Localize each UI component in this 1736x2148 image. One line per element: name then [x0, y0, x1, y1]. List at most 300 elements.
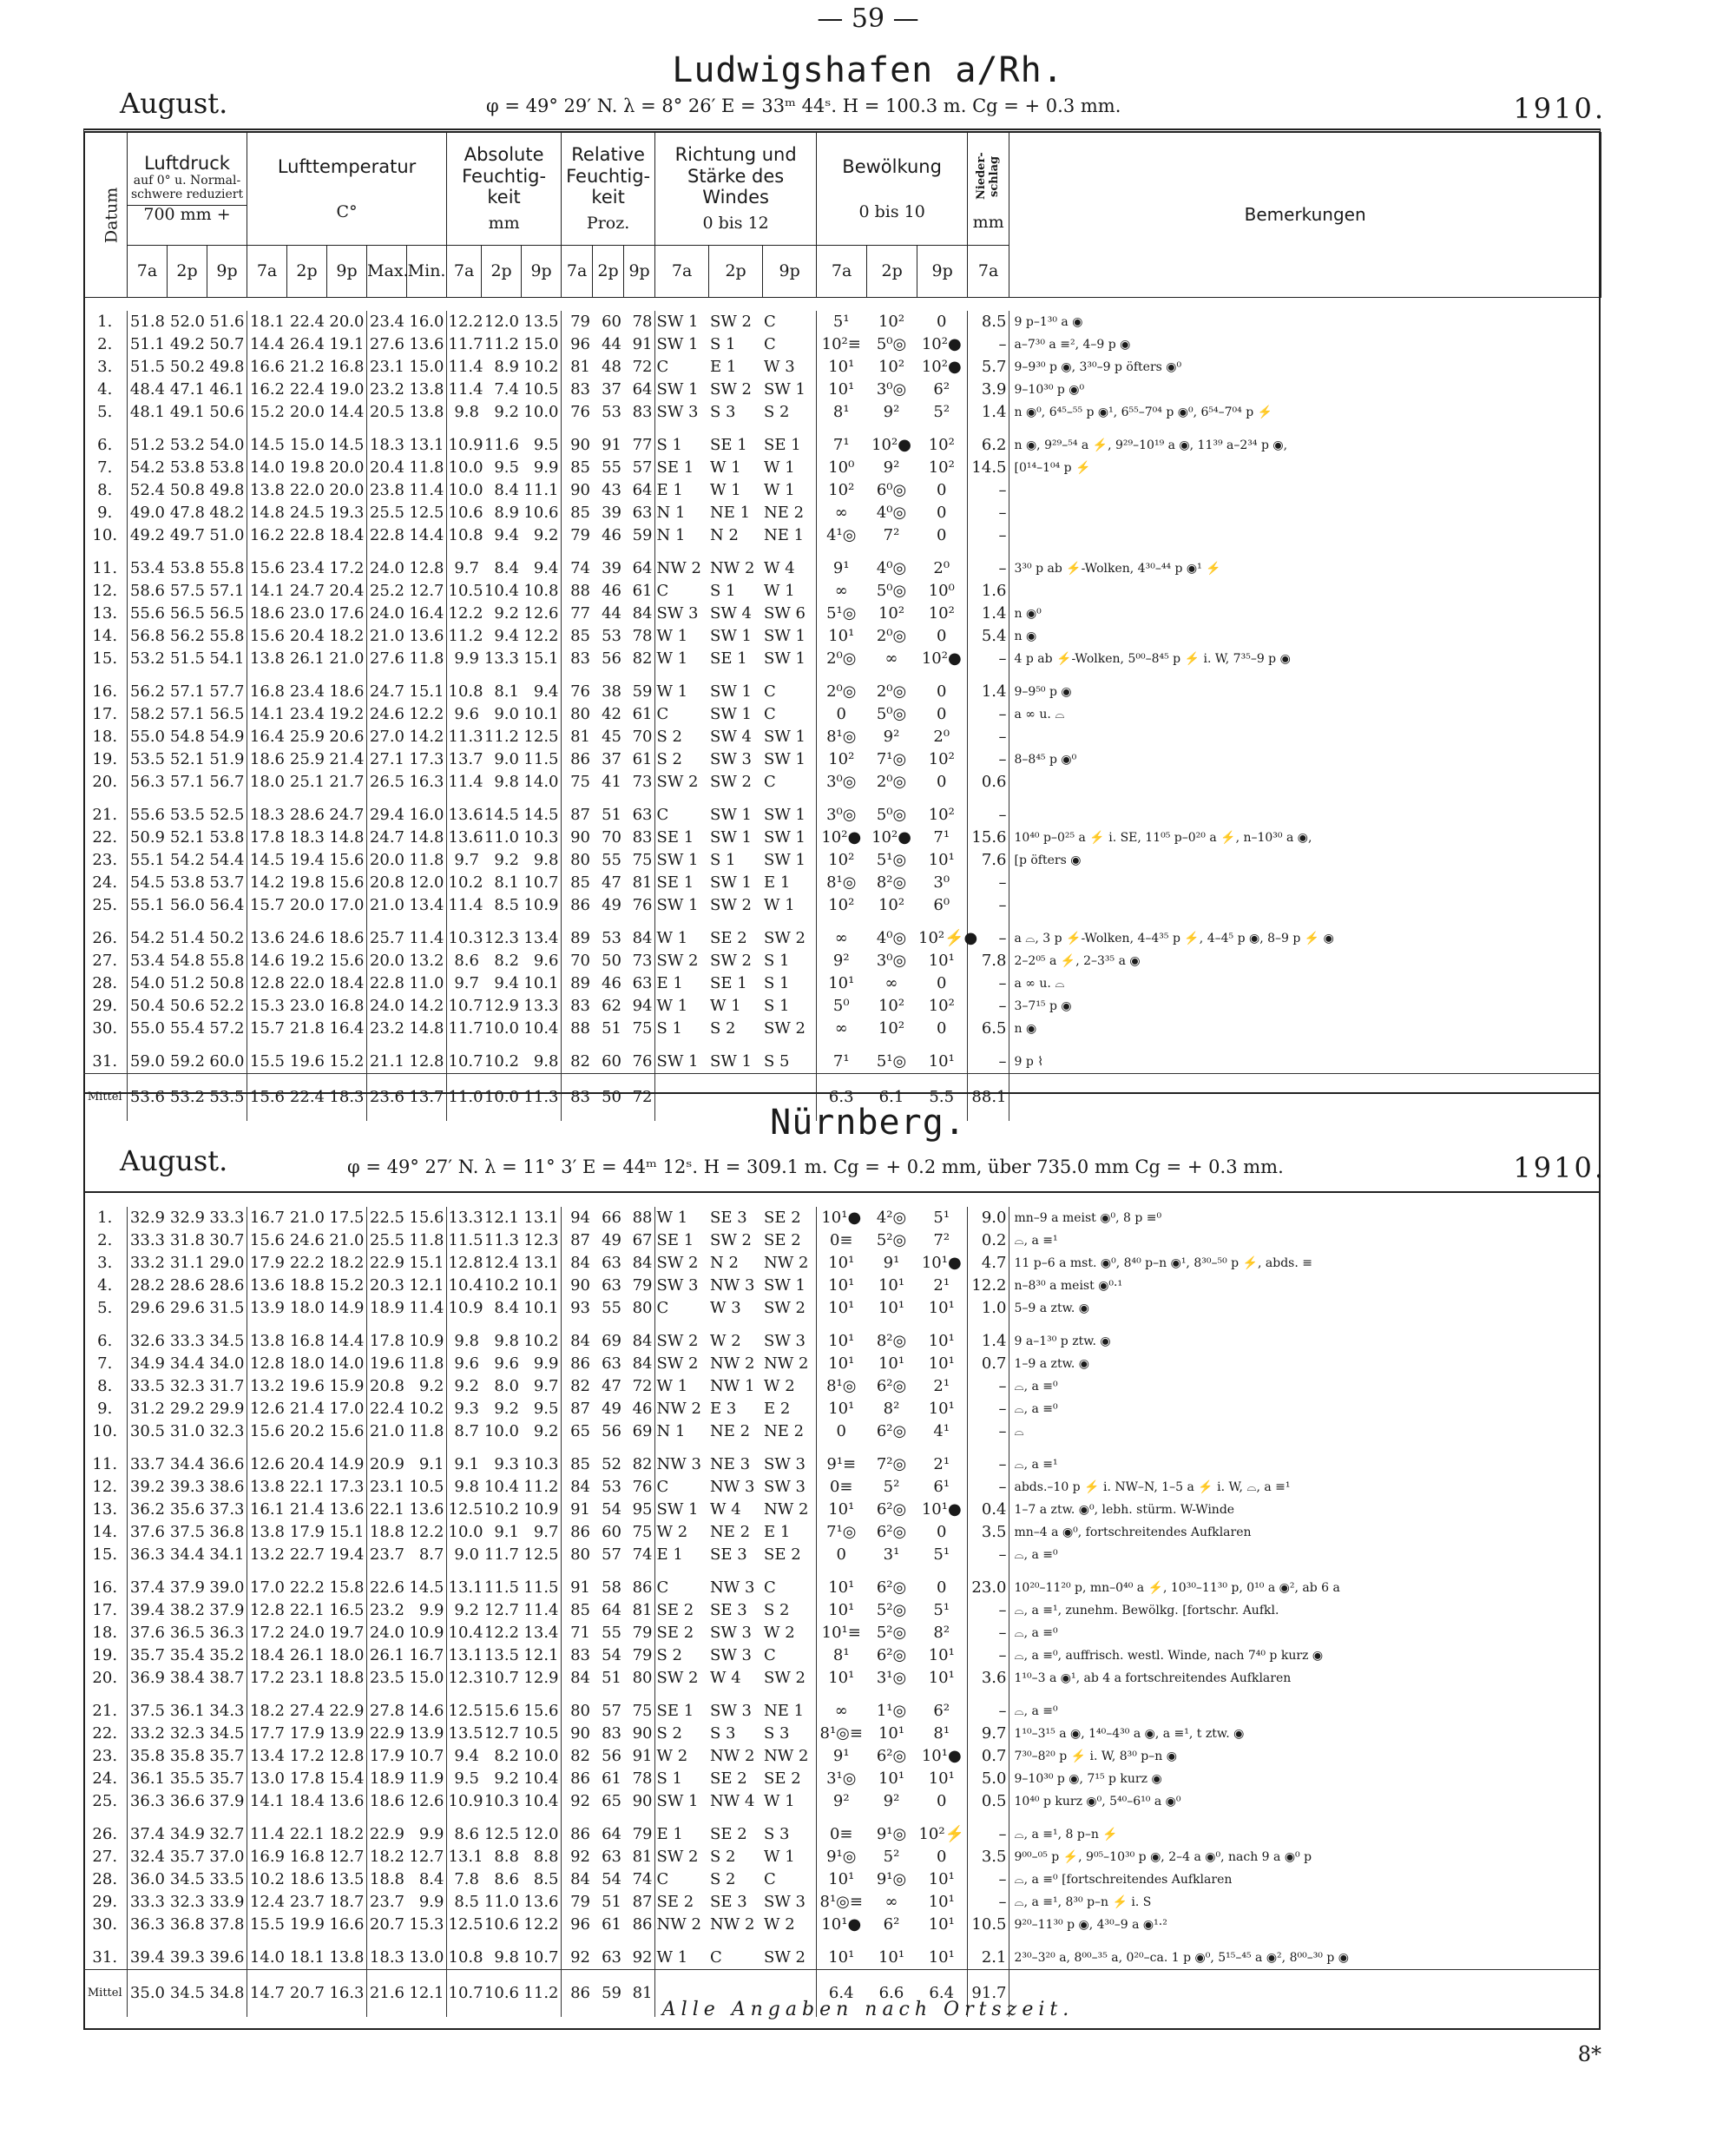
data-cell: SW 3 — [710, 750, 753, 768]
data-cell: 18.8 — [369, 1523, 404, 1541]
data-cell: 13.8 — [249, 649, 285, 668]
table-row — [83, 1353, 1601, 1375]
mean-cell: 11.0 — [446, 1074, 481, 1122]
data-cell: 29. — [83, 1891, 127, 1914]
data-cell: W 1 — [656, 1209, 688, 1227]
data-cell: – — [967, 1622, 1009, 1644]
data-cell: 11.0 — [406, 972, 446, 995]
data-cell: 21. — [83, 794, 127, 827]
mean-cell: 72 — [623, 1074, 654, 1122]
data-cell: C — [656, 705, 669, 723]
data-cell: E 1 — [710, 358, 737, 376]
data-cell: 17.0 — [326, 1398, 366, 1420]
data-cell: 14.5 — [249, 851, 285, 869]
data-cell: 3⁰◎ — [876, 380, 907, 399]
data-cell: 11.8 — [406, 648, 446, 670]
table-row — [83, 670, 1601, 703]
data-cell: 10²⚡● — [917, 917, 967, 950]
data-cell: 13.4 — [249, 1747, 285, 1765]
data-cell: 13.8 — [406, 379, 446, 401]
mean-cell: 12.1 — [406, 1970, 446, 2018]
data-cell: 38.2 — [169, 1601, 205, 1619]
data-cell: 74 — [623, 1868, 654, 1891]
data-cell: W 2 — [656, 1523, 688, 1541]
data-cell: ∞ — [834, 929, 848, 947]
data-cell: 21.4 — [289, 1400, 325, 1418]
data-cell: 11.4 — [249, 1825, 285, 1843]
data-cell: S 1 — [656, 436, 683, 454]
data-cell: 14.5 — [521, 794, 561, 827]
data-cell: 12.7 — [326, 1846, 366, 1868]
data-cell: 57 — [623, 457, 654, 479]
data-cell: 10.0 — [483, 1422, 519, 1440]
table-row — [83, 794, 1601, 827]
header-sub-t7-17: 7a — [817, 246, 867, 298]
data-cell: 15.2 — [249, 403, 285, 421]
data-cell: 75 — [623, 1521, 654, 1544]
data-cell: ∞ — [884, 974, 898, 992]
data-cell: 18.0 — [326, 1644, 366, 1667]
data-cell: 7² — [883, 526, 900, 544]
data-cell: 10²⚡ — [917, 1813, 967, 1846]
data-cell: – — [967, 1868, 1009, 1891]
data-cell: 11.4 — [448, 896, 483, 914]
data-cell: SW 1 — [762, 1275, 816, 1297]
data-cell: SW 2 — [762, 1936, 816, 1970]
data-cell: 57.1 — [207, 580, 247, 603]
data-cell: 9² — [832, 952, 850, 970]
data-cell: 22.0 — [289, 974, 325, 992]
data-cell: 10² — [878, 358, 905, 376]
data-cell: 22. — [83, 827, 127, 849]
data-cell: 27.6 — [369, 649, 404, 668]
data-cell: 10.1 — [521, 1297, 561, 1320]
data-cell: 23.1 — [369, 358, 404, 376]
data-cell: 92 — [570, 1792, 590, 1810]
data-cell: 21.2 — [289, 358, 325, 376]
remark-cell: 9 p–1³⁰ a ◉ — [1014, 315, 1083, 329]
data-cell: 12.5 — [521, 1544, 561, 1566]
data-cell: 10.7 — [483, 1669, 519, 1687]
remark-cell: ⌓, a ≡¹ — [1014, 1458, 1058, 1472]
data-cell: 8.4 — [494, 481, 519, 499]
data-cell: – — [967, 894, 1009, 917]
data-cell: 31. — [83, 1936, 127, 1970]
data-cell: 17.3 — [406, 748, 446, 771]
data-cell: 52.5 — [207, 794, 247, 827]
year-label-2: 1910. — [1513, 1151, 1606, 1184]
data-cell: 20.0 — [289, 403, 325, 421]
data-cell: 34.3 — [207, 1690, 247, 1723]
data-cell: 0.2 — [967, 1229, 1009, 1252]
data-cell: 65 — [602, 1792, 621, 1810]
data-cell: 24.7 — [369, 828, 404, 847]
data-cell: SW 3 — [656, 1276, 699, 1295]
data-cell: 9.1 — [494, 1523, 519, 1541]
data-cell: S 3 — [710, 1724, 736, 1743]
header-sub-t9-13: 9p — [624, 246, 655, 298]
mean-cell: 5.5 — [917, 1074, 967, 1122]
data-cell: 56.3 — [129, 773, 165, 791]
data-cell: 10.2 — [483, 1276, 519, 1295]
data-cell: 12.5 — [448, 1915, 483, 1934]
data-cell: 13.8 — [249, 1332, 285, 1350]
data-cell: 9² — [883, 728, 900, 746]
data-cell: 10²● — [917, 648, 967, 670]
data-cell: 10¹ — [878, 1724, 905, 1743]
remark-cell: a–7³⁰ a ≡², 4–9 p ◉ — [1014, 338, 1131, 352]
data-cell: 4. — [83, 1275, 127, 1297]
data-cell: 23.4 — [289, 559, 325, 577]
data-cell: 10¹● — [917, 1745, 967, 1768]
data-cell: 67 — [623, 1229, 654, 1252]
data-cell: W 4 — [762, 547, 816, 580]
data-cell: 75 — [623, 1690, 654, 1723]
data-cell: 91 — [623, 1745, 654, 1768]
data-cell: 9.8 — [454, 403, 479, 421]
table-row — [83, 1667, 1601, 1690]
data-cell: SW 1 — [710, 1052, 753, 1071]
data-cell: 60 — [602, 1523, 621, 1541]
header-abs-feuchtigkeit: Absolute Feuchtig-keit mm — [447, 133, 562, 246]
data-cell: 9.2 — [494, 604, 519, 623]
data-cell: 59 — [623, 670, 654, 703]
data-cell: 1. — [83, 311, 127, 333]
remark-cell: 3³⁰ p ab ⚡-Wolken, 4³⁰–⁴⁴ p ◉¹ ⚡ — [1014, 562, 1221, 576]
data-cell: 16.0 — [406, 794, 446, 827]
data-cell: 30.5 — [129, 1422, 165, 1440]
data-cell: N 1 — [656, 526, 686, 544]
data-cell: SW 1 — [710, 705, 753, 723]
data-cell: 10.8 — [448, 682, 483, 701]
data-cell: 10.4 — [521, 1018, 561, 1040]
data-cell: W 2 — [762, 1375, 816, 1398]
data-cell: 8.5 — [454, 1893, 479, 1911]
data-cell: 34.9 — [129, 1354, 165, 1373]
data-cell: 81 — [570, 358, 590, 376]
data-cell: 37.4 — [129, 1578, 165, 1597]
remark-cell — [1009, 872, 1601, 894]
data-cell: 22.2 — [289, 1578, 325, 1597]
data-cell: 35.7 — [129, 1646, 165, 1664]
data-cell: 10¹ — [917, 1320, 967, 1353]
data-cell: – — [967, 1544, 1009, 1566]
data-cell: 5²◎ — [876, 1601, 907, 1619]
remark-cell: a ⌓, 3 p ⚡-Wolken, 4–4³⁵ p ⚡, 4–4⁵ p ◉, 8–9 p ⚡ ◉ — [1014, 932, 1334, 946]
data-cell: 6² — [883, 1915, 900, 1934]
data-cell: – — [967, 479, 1009, 502]
data-cell: SW 1 — [656, 313, 699, 331]
data-cell: 39.2 — [129, 1478, 165, 1496]
mean-cell: 6.4 — [816, 1970, 866, 2018]
data-cell: 86 — [570, 896, 590, 914]
data-cell: NW 2 — [710, 559, 755, 577]
data-cell: 11.5 — [483, 1578, 519, 1597]
data-cell: 74 — [570, 559, 590, 577]
data-cell: 33.2 — [129, 1724, 165, 1743]
data-cell: 21.4 — [289, 1500, 325, 1519]
data-cell: 12.0 — [483, 313, 519, 331]
data-cell: 88 — [570, 582, 590, 600]
data-cell: 10.4 — [521, 1768, 561, 1790]
data-cell: 17. — [83, 703, 127, 726]
data-cell: 21.0 — [369, 627, 404, 645]
table-row — [83, 872, 1601, 894]
data-cell: 88 — [623, 1207, 654, 1229]
data-cell: S 1 — [656, 1769, 683, 1788]
data-cell: 29.6 — [169, 1299, 205, 1317]
mean-cell: 14.7 — [247, 1970, 286, 2018]
mean-cell: 16.3 — [326, 1970, 366, 2018]
data-cell: N 1 — [656, 504, 686, 522]
data-cell: 11.8 — [406, 1229, 446, 1252]
data-cell: 85 — [570, 627, 590, 645]
table-row — [83, 1476, 1601, 1499]
data-cell: 9.7 — [521, 1375, 561, 1398]
data-cell: 10.6 — [483, 1915, 519, 1934]
data-cell: 10.9 — [448, 1299, 483, 1317]
table-row — [83, 1644, 1601, 1667]
data-cell: 56 — [602, 1422, 621, 1440]
data-cell: 72 — [623, 1375, 654, 1398]
data-cell: 16.6 — [249, 358, 285, 376]
data-cell: 32.9 — [169, 1209, 205, 1227]
data-cell: 10¹● — [821, 1915, 862, 1934]
data-cell: 25.5 — [369, 1231, 404, 1249]
data-cell: 23.4 — [369, 313, 404, 331]
data-cell: 50.6 — [169, 997, 205, 1015]
data-cell: 86 — [570, 1769, 590, 1788]
data-cell: 14.8 — [406, 827, 446, 849]
data-cell: 13.6 — [406, 333, 446, 356]
data-cell: 36.2 — [129, 1500, 165, 1519]
table-row — [83, 1768, 1601, 1790]
data-cell: 7²◎ — [876, 1455, 907, 1473]
data-cell: 16.1 — [249, 1500, 285, 1519]
table-row — [83, 1375, 1601, 1398]
header-sub-t7-11: 7a — [562, 246, 593, 298]
data-cell: 70 — [570, 952, 590, 970]
data-cell: 0 — [917, 703, 967, 726]
data-cell: 10.1 — [521, 703, 561, 726]
data-cell: 2¹ — [917, 1375, 967, 1398]
data-cell: SE 2 — [656, 1601, 694, 1619]
data-cell: 8.1 — [494, 873, 519, 892]
data-cell: 10¹ — [917, 1644, 967, 1667]
data-cell: 55.1 — [129, 851, 165, 869]
data-cell: 90 — [570, 481, 590, 499]
data-cell: – — [967, 1040, 1009, 1074]
data-cell: 18.4 — [289, 1792, 325, 1810]
data-cell: 37.9 — [169, 1578, 205, 1597]
data-cell: 33.5 — [207, 1868, 247, 1891]
data-cell: 9.2 — [454, 1377, 479, 1395]
data-cell: SW 1 — [762, 625, 816, 648]
data-cell: 84 — [623, 1320, 654, 1353]
data-cell: 9.0 — [967, 1207, 1009, 1229]
data-cell: 14.9 — [326, 1443, 366, 1476]
data-cell: 80 — [570, 1702, 590, 1720]
header-wind: Richtung und Stärke des Windes 0 bis 12 — [655, 133, 817, 246]
data-cell: 18.6 — [289, 1870, 325, 1888]
data-cell: W 1 — [656, 997, 688, 1015]
data-cell: 55.0 — [129, 1019, 165, 1038]
data-cell: 13.8 — [249, 1478, 285, 1496]
header-sub-t2-15: 2p — [709, 246, 763, 298]
data-cell: 10² — [828, 750, 855, 768]
data-cell: 14.1 — [249, 1792, 285, 1810]
data-cell: 10² — [917, 995, 967, 1018]
data-cell: 12.8 — [406, 547, 446, 580]
table-row — [83, 524, 1601, 547]
data-cell: 9.1 — [454, 1455, 479, 1473]
data-cell: 49.8 — [207, 356, 247, 379]
data-cell: 0.7 — [967, 1353, 1009, 1375]
data-cell: 64 — [623, 547, 654, 580]
data-cell: 37 — [602, 750, 621, 768]
data-cell: 44 — [602, 335, 621, 353]
data-cell: S 1 — [710, 335, 736, 353]
header-bemerkungen: Bemerkungen — [1009, 133, 1601, 298]
remark-cell: abds.–10 p ⚡ i. NW–N, 1–5 a ⚡ i. W, ⌓, a ≡¹ — [1014, 1480, 1291, 1494]
data-cell: 48.2 — [207, 502, 247, 524]
data-cell: 57.1 — [169, 682, 205, 701]
data-cell: 18.2 — [326, 625, 366, 648]
data-cell: – — [967, 1476, 1009, 1499]
data-cell: 5¹ — [832, 313, 850, 331]
table-row — [83, 995, 1601, 1018]
data-cell: 18.7 — [326, 1891, 366, 1914]
data-cell: 9.2 — [494, 851, 519, 869]
data-cell: 16.8 — [326, 356, 366, 379]
table-row — [83, 479, 1601, 502]
data-cell: 10¹ — [828, 1500, 855, 1519]
data-cell: 10.0 — [448, 1523, 483, 1541]
data-cell: 0 — [917, 972, 967, 995]
data-cell: 11.3 — [483, 1231, 519, 1249]
data-cell: 8.6 — [454, 1825, 479, 1843]
data-cell: 11.7 — [483, 1545, 519, 1564]
data-cell: 10² — [917, 424, 967, 457]
data-cell: 57 — [602, 1702, 621, 1720]
data-cell: SW 3 — [762, 1443, 816, 1476]
data-cell: 5²◎ — [876, 1231, 907, 1249]
table-row — [83, 1207, 1601, 1229]
data-cell: 14.4 — [406, 524, 446, 547]
data-cell: 34.0 — [207, 1353, 247, 1375]
data-cell: 55.8 — [207, 547, 247, 580]
data-cell: W 1 — [762, 580, 816, 603]
remark-cell — [1009, 502, 1601, 524]
data-cell: 78 — [623, 1768, 654, 1790]
data-cell: 39 — [602, 504, 621, 522]
data-cell: 29.0 — [207, 1252, 247, 1275]
data-cell: 3.9 — [967, 379, 1009, 401]
table-row — [83, 1914, 1601, 1936]
data-cell: 90 — [570, 828, 590, 847]
data-cell: 0.4 — [967, 1499, 1009, 1521]
data-cell: 20.4 — [326, 580, 366, 603]
data-cell: 83 — [623, 827, 654, 849]
data-cell: 22.1 — [289, 1601, 325, 1619]
table-row — [83, 1252, 1601, 1275]
data-cell: 16. — [83, 670, 127, 703]
data-cell: 78 — [623, 311, 654, 333]
data-cell: 12.6 — [521, 603, 561, 625]
data-cell: 35.8 — [129, 1747, 165, 1765]
data-cell: SW 2 — [656, 773, 699, 791]
data-cell: 85 — [570, 458, 590, 477]
data-cell: 21.0 — [326, 1229, 366, 1252]
data-cell: 11.8 — [406, 457, 446, 479]
data-cell: 10.4 — [448, 1276, 483, 1295]
data-cell: 16.5 — [326, 1599, 366, 1622]
data-cell: 9¹ — [832, 559, 850, 577]
data-cell: 10¹ — [917, 849, 967, 872]
data-cell: 53.7 — [207, 872, 247, 894]
data-cell: 10¹ — [828, 1354, 855, 1373]
data-cell: 15.6 — [326, 950, 366, 972]
data-cell: 38 — [602, 682, 621, 701]
data-cell: 10²● — [917, 333, 967, 356]
data-cell: 54 — [602, 1870, 621, 1888]
data-cell: 5.4 — [967, 625, 1009, 648]
data-cell: 17.5 — [326, 1207, 366, 1229]
data-cell: 55 — [602, 458, 621, 477]
data-cell: SW 3 — [762, 1320, 816, 1353]
data-cell: 0 — [917, 311, 967, 333]
mean-cell: 22.4 — [286, 1074, 326, 1122]
table-row — [83, 1499, 1601, 1521]
data-cell: 10.2 — [448, 873, 483, 892]
data-cell: 49.8 — [207, 479, 247, 502]
data-cell: 23.4 — [289, 682, 325, 701]
data-cell: C — [656, 582, 669, 600]
data-cell: 10.4 — [483, 582, 519, 600]
data-cell: SE 3 — [710, 1209, 747, 1227]
remark-cell: ⌓, a ≡⁰ [fortschreitendes Aufklaren — [1014, 1873, 1233, 1887]
data-cell: 15.0 — [521, 333, 561, 356]
data-cell: 27.4 — [289, 1702, 325, 1720]
data-cell: 90 — [570, 1724, 590, 1743]
data-cell: 32.3 — [169, 1724, 205, 1743]
data-cell: S 3 — [762, 1813, 816, 1846]
data-cell: 2.1 — [967, 1936, 1009, 1970]
data-cell: 20.4 — [369, 458, 404, 477]
table-row — [83, 603, 1601, 625]
data-cell: 9¹◎ — [826, 1848, 857, 1866]
data-cell: 77 — [570, 604, 590, 623]
data-cell: 32.4 — [129, 1848, 165, 1866]
data-cell: 7¹ — [917, 827, 967, 849]
data-cell: 15.9 — [326, 1375, 366, 1398]
mean-cell: 10.6 — [481, 1970, 521, 2018]
data-cell: 10¹ — [828, 1669, 855, 1687]
data-cell: 56 — [602, 649, 621, 668]
data-cell: 19.2 — [289, 952, 325, 970]
data-cell: 90 — [623, 1790, 654, 1813]
mean-cell: 11.3 — [521, 1074, 561, 1122]
data-cell: 16.8 — [326, 995, 366, 1018]
data-cell: 11.4 — [448, 773, 483, 791]
data-cell: 12.5 — [448, 1500, 483, 1519]
remark-cell: 9 p ⌇ — [1014, 1055, 1044, 1069]
data-cell: 28.6 — [207, 1275, 247, 1297]
data-cell: 76 — [570, 403, 590, 421]
data-cell: 66 — [602, 1209, 621, 1227]
data-cell: SW 1 — [656, 380, 699, 399]
data-cell: 2¹ — [917, 1443, 967, 1476]
